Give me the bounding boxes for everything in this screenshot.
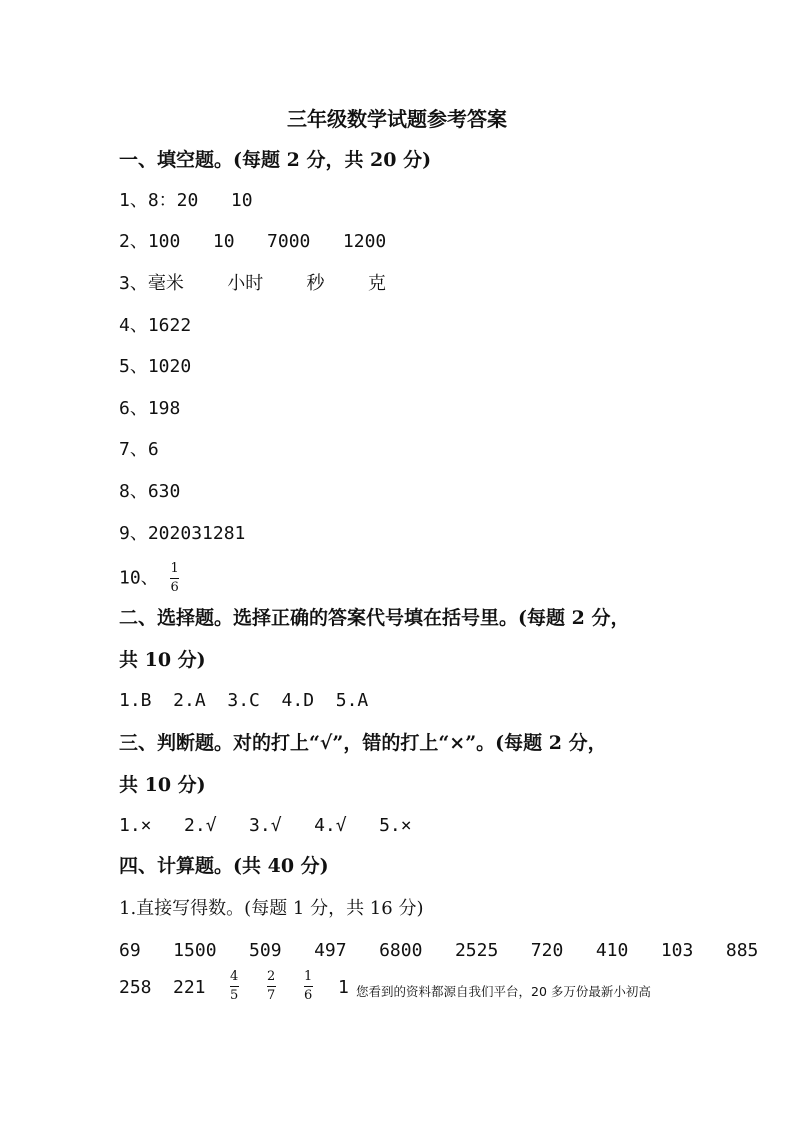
- item-answer: 1020: [147, 356, 192, 377]
- answer-line-6: [119, 398, 180, 420]
- fraction-bar: [230, 986, 239, 987]
- section1-heading: 一、填空题。(每题 2 分，共 20 分): [119, 149, 432, 171]
- item-answer: 198: [147, 398, 181, 419]
- fraction: [170, 562, 180, 595]
- answer-line-2: [119, 231, 386, 253]
- answer-line-4: [119, 315, 191, 337]
- calc-answer: 258: [119, 977, 152, 998]
- item-answer: 202031281: [147, 523, 246, 544]
- item-number: 4、: [119, 315, 148, 336]
- fraction-numerator: 2: [267, 969, 276, 984]
- item-answer: 100 10 7000 1200: [147, 231, 387, 252]
- answer-line-5: [119, 356, 191, 378]
- fraction-denominator: 5: [230, 988, 239, 1003]
- item-answer: 毫米 小时 秒 克: [147, 273, 386, 294]
- fraction-numerator: 4: [230, 969, 239, 984]
- item-number: 9、: [119, 523, 148, 544]
- item-number: 3、: [119, 273, 148, 294]
- fraction: [266, 970, 276, 1003]
- section3-heading-cont: 共 10 分): [119, 774, 206, 796]
- answer-line-9: [119, 523, 245, 545]
- calc-answer: 1: [338, 977, 349, 998]
- item-answer: 8：20 10: [147, 190, 253, 211]
- fraction-bar: [267, 986, 276, 987]
- page-title: 三年级数学试题参考答案: [287, 107, 507, 131]
- answer-line-1: [119, 190, 253, 212]
- item-number: 6、: [119, 398, 148, 419]
- section4-heading: 四、计算题。(共 40 分): [119, 855, 329, 877]
- calc-answer: 221: [173, 977, 206, 998]
- item-number: 2、: [119, 231, 148, 252]
- answer-line-7: [119, 439, 159, 461]
- item-number: 10、: [119, 567, 159, 589]
- answer-line-10: [119, 562, 180, 595]
- section3-answers: 1.× 2.√ 3.√ 4.√ 5.×: [119, 815, 412, 836]
- fraction-numerator: 1: [170, 561, 179, 576]
- item-answer: 1622: [147, 315, 192, 336]
- item-number: 5、: [119, 356, 148, 377]
- calc-row-1: 69 1500 509 497 6800 2525 720 410 103 885: [119, 940, 759, 961]
- fraction-denominator: 6: [170, 580, 179, 595]
- section2-heading-cont: 共 10 分): [119, 649, 206, 671]
- fraction-denominator: 7: [267, 988, 276, 1003]
- fraction-bar: [304, 986, 313, 987]
- answer-line-8: [119, 481, 180, 503]
- item-answer: 630: [147, 481, 181, 502]
- fraction: [229, 970, 239, 1003]
- section2-heading: 二、选择题。选择正确的答案代号填在括号里。(每题 2 分，: [119, 607, 630, 629]
- fraction-denominator: 6: [304, 988, 313, 1003]
- item-number: 7、: [119, 439, 148, 460]
- footnote: 您看到的资料都源自我们平台，20 多万份最新小初高: [356, 984, 651, 999]
- section2-answers: 1.B 2.A 3.C 4.D 5.A: [119, 690, 369, 711]
- fraction: [303, 970, 313, 1003]
- answer-line-3: [119, 273, 386, 295]
- section4-subheading: 1.直接写得数。(每题 1 分，共 16 分): [119, 898, 424, 919]
- fraction-numerator: 1: [304, 969, 313, 984]
- fraction-bar: [170, 578, 179, 579]
- section3-heading: 三、判断题。对的打上“√”，错的打上“×”。(每题 2 分，: [119, 732, 607, 754]
- item-answer: 6: [147, 439, 159, 460]
- item-number: 8、: [119, 481, 148, 502]
- item-number: 1、: [119, 190, 148, 211]
